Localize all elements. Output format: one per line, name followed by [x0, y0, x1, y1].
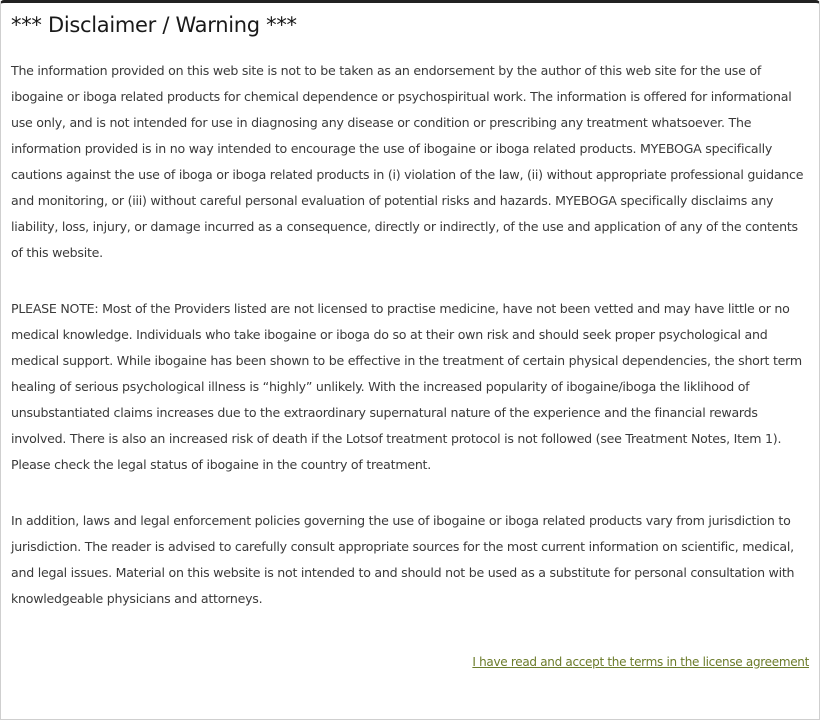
accept-terms-link[interactable]: I have read and accept the terms in the license agreement: [472, 655, 809, 669]
disclaimer-body: [11, 58, 811, 642]
disclaimer-paragraph-endorsement: The information provided on this web site is not to be taken as an endorsement by the author of this web site for the use of ibogaine or iboga related products for chemical dependence or psychospiritual work. The information is offered for informational use only, and is not intended for use in diagnosing any disease or condition or prescribing any treatment whatsoever. The information provided is in no way intended to encourage the use of ibogaine or iboga related products. MYEBOGA specifically cautions against the use of iboga or iboga related products in (i) violation of the law, (ii) without appropriate professional guidance and monitoring, or (iii) without careful personal evaluation of potential risks and hazards. MYEBOGA specifically disclaims any liability, loss, injury, or damage incurred as a consequence, directly or indirectly, of the use and application of any of the contents of this website.: [11, 63, 804, 260]
disclaimer-paragraph-legal: In addition, laws and legal enforcement policies governing the use of ibogaine or iboga related products vary from jurisdiction to jurisdiction. The reader is advised to carefully consult appropriate sources for the most current information on scientific, medical, and legal issues. Material on this website is not intended to and should not be used as a substitute for personal consultation with knowledgeable physicians and attorneys.: [11, 513, 795, 606]
disclaimer-paragraph-please-note: PLEASE NOTE: Most of the Providers listed are not licensed to practise medicine, have not been vetted and may have little or no medical knowledge. Individuals who take ibogaine or iboga do so at their own risk and should seek proper psychological and medical support. While ibogaine has been shown to be effective in the treatment of certain physical dependencies, the short term healing of serious psychological illness is “highly” unlikely. With the increased popularity of ibogaine/iboga the liklihood of unsubstantiated claims increases due to the extraordinary supernatural nature of the experience and the financial rewards involved. There is also an increased risk of death if the Lotsof treatment protocol is not followed (see Treatment Notes, Item 1). Please check the legal status of ibogaine in the country of treatment.: [11, 301, 802, 472]
disclaimer-title: *** Disclaimer / Warning ***: [11, 13, 297, 37]
